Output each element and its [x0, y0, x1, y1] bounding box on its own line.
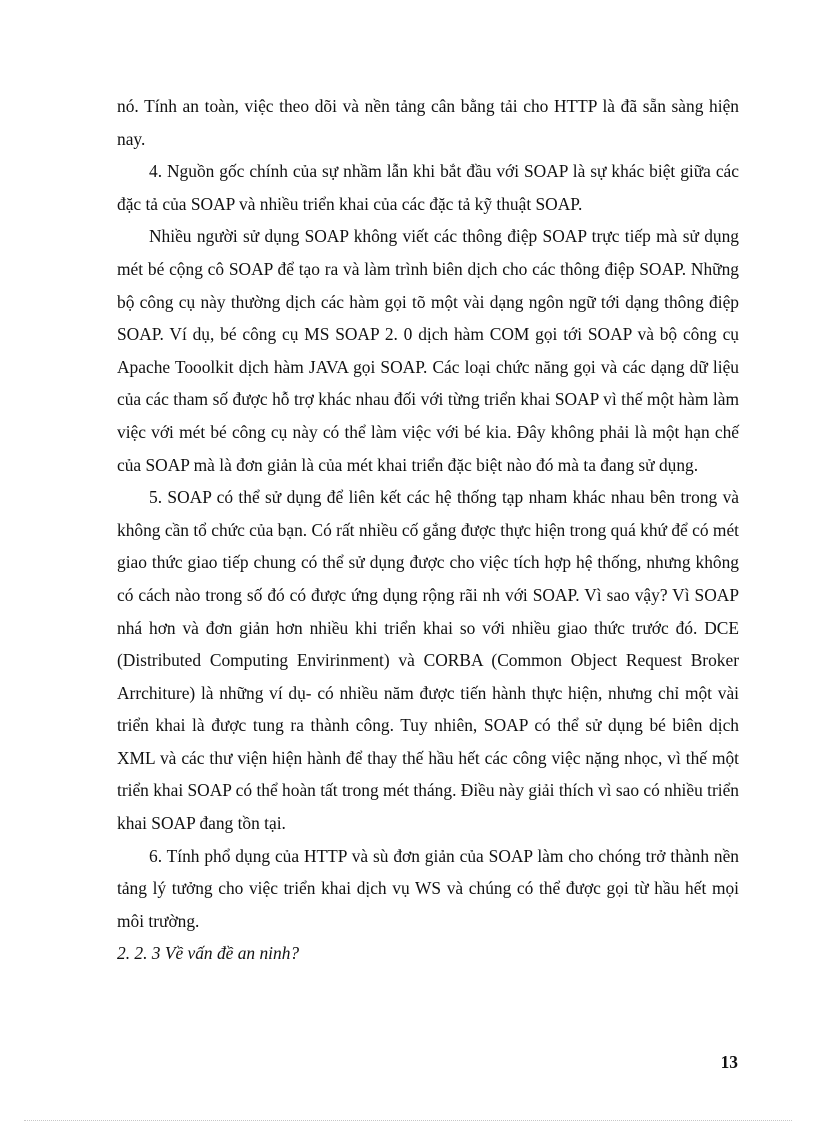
body-text [117, 90, 739, 970]
paragraph-point-5: 5. SOAP có thể sử dụng để liên kết các hệ thống tạp nham khác nhau bên trong và không cần tổ chức của bạn. Có rất nhiều cố gắng được thực hiện trong quá khứ để có mét giao thức giao tiếp chung có thể sử dụng được cho việc tích hợp hệ thống, nhưng không có cách nào trong số đó có được ứng dụng rộng rãi nh với SOAP. Vì sao vậy? Vì SOAP nhá hơn và đơn giản hơn nhiều khi triển khai so với nhiều giao thức trước đó. DCE (Distributed Computing Envirinment) và CORBA (Common Object Request Broker Arrchiture) là những ví dụ- có nhiều năm được tiến hành thực hiện, nhưng chỉ một vài triển khai là được tung ra thành công. Tuy nhiên, SOAP có thể sử dụng bé biên dịch XML và các thư viện hiện hành để thay thế hầu hết các công việc nặng nhọc, vì thế một triển khai SOAP có thể hoàn tất trong mét tháng. Điều này giải thích vì sao có nhiều triển khai SOAP đang tồn tại. [117, 487, 739, 834]
paragraph-toolkits: Nhiều người sử dụng SOAP không viết các thông điệp SOAP trực tiếp mà sử dụng mét bé cộng cô SOAP để tạo ra và làm trình biên dịch cho các thông điệp SOAP. Những bộ công cụ này thường dịch các hàm gọi tõ một vài dạng ngôn ngữ tới dạng thông điệp SOAP. Ví dụ, bé công cụ MS SOAP 2. 0 dịch hàm COM gọi tới SOAP và bộ công cụ Apache Tooolkit dịch hàm JAVA gọi SOAP. Các loại chức năng gọi và các dạng dữ liệu của các tham số được hỗ trợ khác nhau đối với từng triển khai SOAP vì thế một hàm làm việc với mét bé công cụ này có thể làm việc với bé kia. Đây không phải là một hạn chế của SOAP mà là đơn giản là của mét khai triển đặc biệt nào đó mà ta đang sử dụng. [117, 226, 739, 475]
paragraph-point-6: 6. Tính phổ dụng của HTTP và sù đơn giản của SOAP làm cho chóng trở thành nền tảng lý tưởng cho việc triển khai dịch vụ WS và chúng có thể được gọi từ hầu hết mọi môi trường. [117, 845, 739, 931]
footer-divider [24, 1120, 792, 1121]
page-number: 13 [720, 1052, 738, 1072]
paragraph-point-4: 4. Nguồn gốc chính của sự nhầm lẫn khi bắt đầu với SOAP là sự khác biệt giữa các đặc tả của SOAP và nhiều triển khai của các đặc tả kỹ thuật SOAP. [117, 161, 739, 214]
paragraph-continuation: nó. Tính an toàn, việc theo dõi và nền tảng cân bằng tải cho HTTP là đã sẵn sàng hiện nay. [117, 96, 739, 149]
section-heading: 2. 2. 3 Về vấn đề an ninh? [117, 943, 300, 964]
